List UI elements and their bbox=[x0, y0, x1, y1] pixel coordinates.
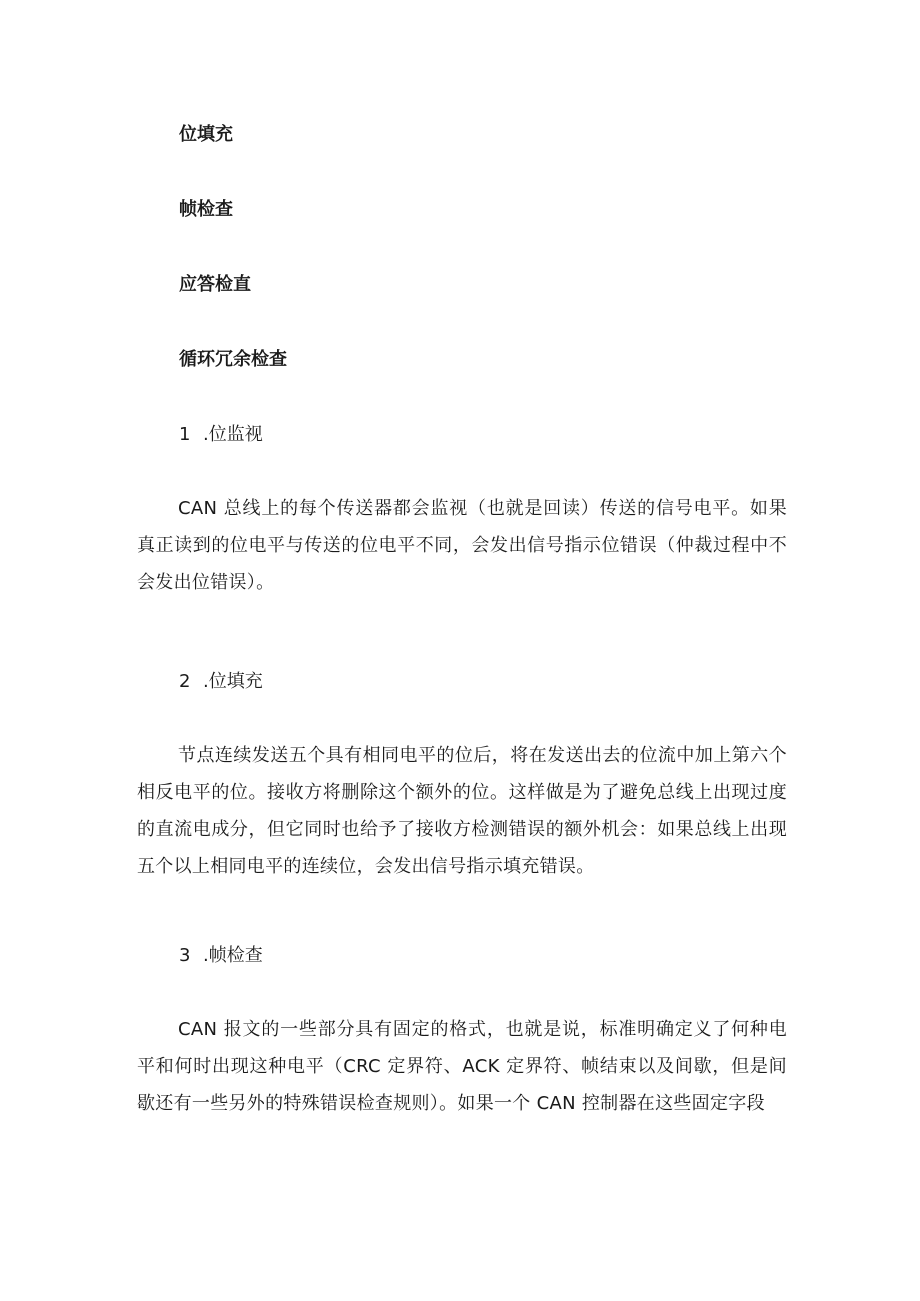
section-number: 3 bbox=[179, 945, 191, 966]
section-number: 2 bbox=[179, 671, 191, 692]
list-item: 位填充 bbox=[179, 124, 233, 145]
section-paragraph: CAN 报文的一些部分具有固定的格式，也就是说，标准明确定义了何种电平和何时出现这种电平（CRC 定界符、ACK 定界符、帧结束以及间歇，但是间歇还有一些另外的特殊错误检查规则）。如果一个 CAN 控制器在这些固定字段 bbox=[137, 1019, 787, 1114]
section-title: .帧检查 bbox=[203, 945, 263, 966]
list-item: 循环冗余检查 bbox=[179, 349, 287, 370]
section-paragraph: CAN 总线上的每个传送器都会监视（也就是回读）传送的信号电平。如果真正读到的位电平与传送的位电平不同，会发出信号指示位错误（仲裁过程中不会发出位错误）。 bbox=[137, 498, 787, 593]
section-title: .位填充 bbox=[203, 671, 263, 692]
section-paragraph: 节点连续发送五个具有相同电平的位后，将在发送出去的位流中加上第六个相反电平的位。接收方将删除这个额外的位。这样做是为了避免总线上出现过度的直流电成分，但它同时也给予了接收方检测错误的额外机会：如果总线上出现五个以上相同电平的连续位，会发出信号指示填充错误。 bbox=[137, 745, 787, 877]
section-number: 1 bbox=[179, 424, 191, 445]
list-item: 帧检查 bbox=[179, 199, 233, 220]
list-item: 应答检直 bbox=[179, 274, 251, 295]
section-heading bbox=[179, 423, 263, 447]
section-title: .位监视 bbox=[203, 424, 263, 445]
section-heading bbox=[179, 670, 263, 694]
section-heading bbox=[179, 944, 263, 968]
